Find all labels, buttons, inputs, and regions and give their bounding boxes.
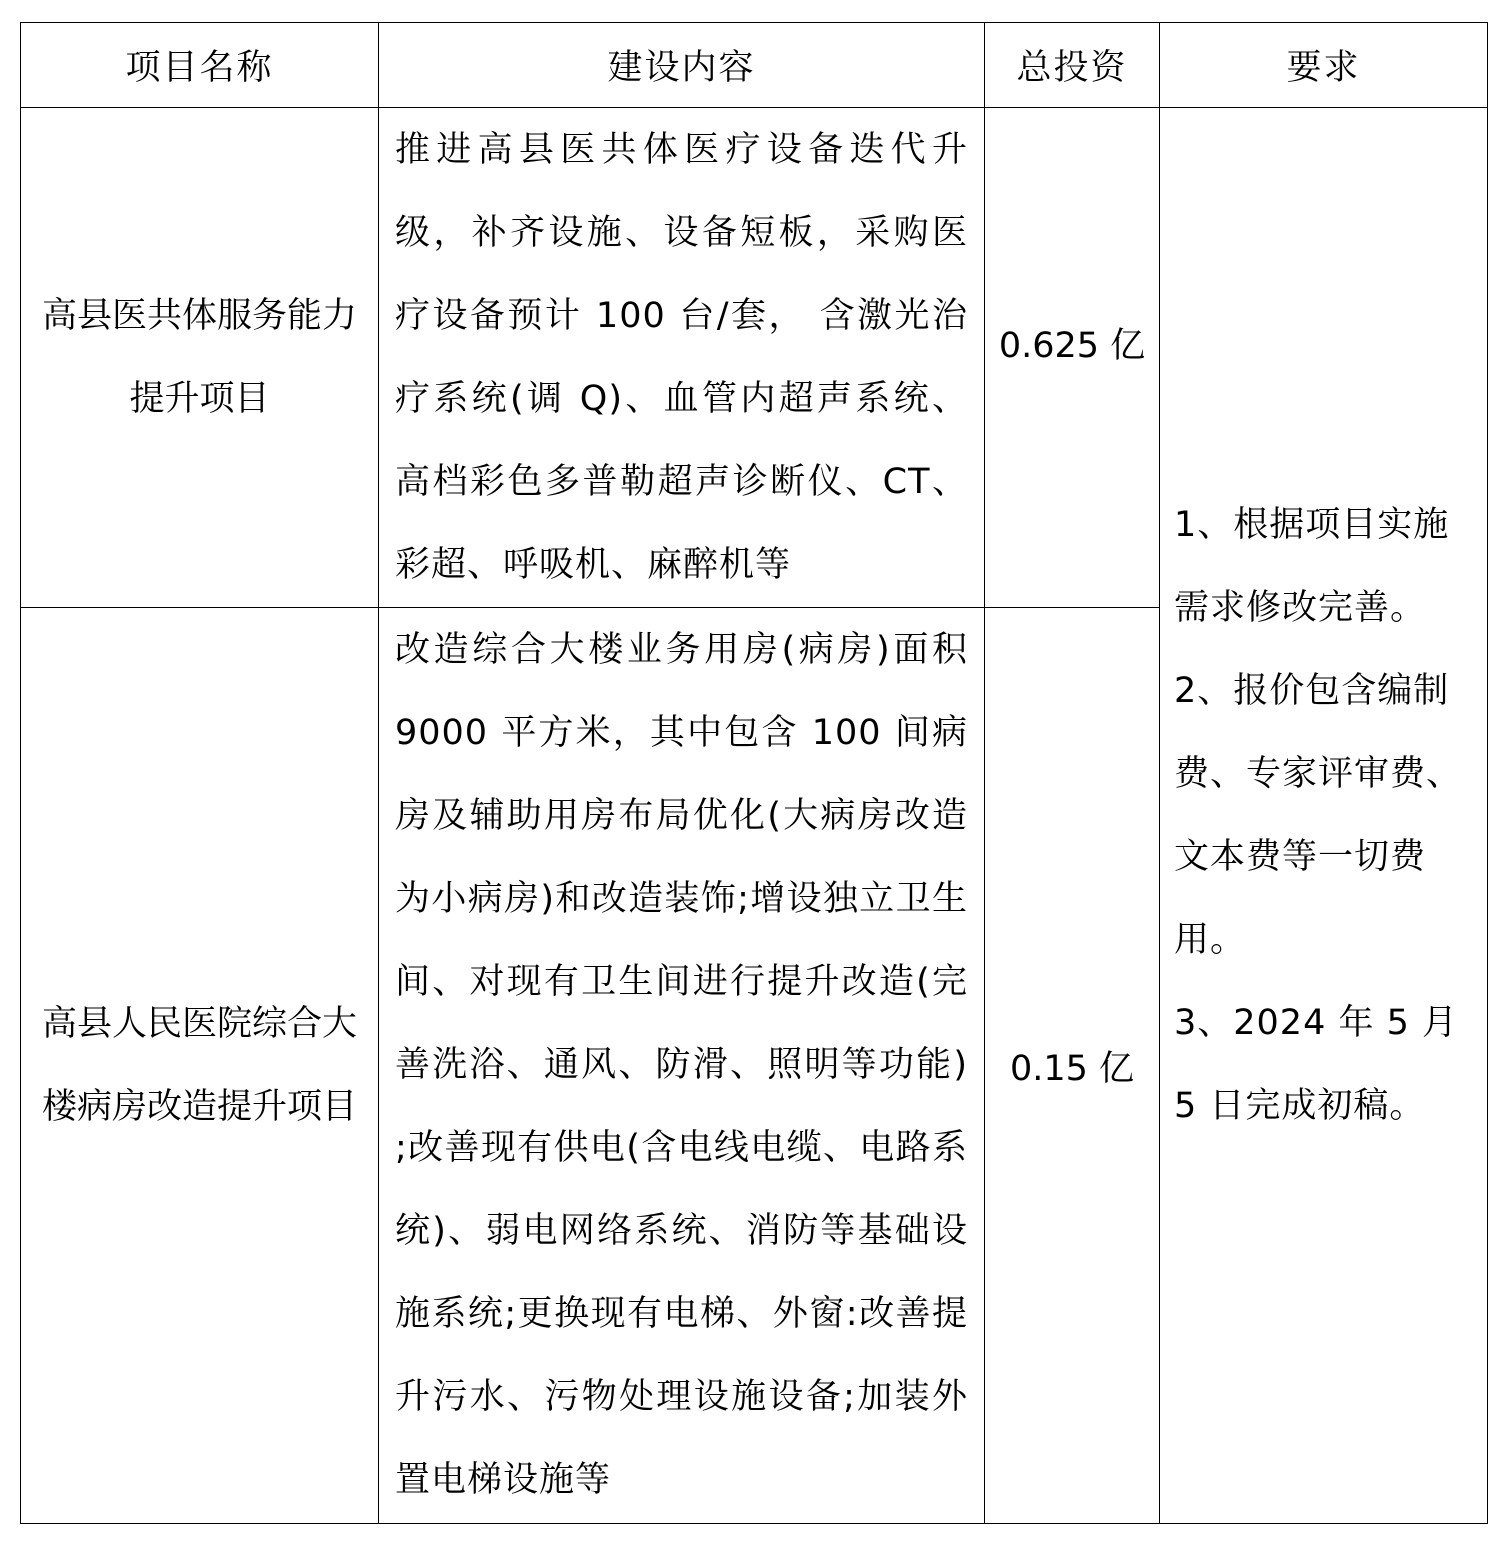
project-table	[20, 22, 1488, 1524]
total-investment-cell: 0.625 亿	[985, 108, 1160, 608]
header-construction-content: 建设内容	[379, 23, 985, 108]
requirement-item: 1、根据项目实施需求修改完善。	[1174, 504, 1450, 628]
header-project-name: 项目名称	[21, 23, 379, 108]
construction-content-cell: 推进高县医共体医疗设备迭代升级，补齐设施、设备短板，采购医疗设备预计 100 台/套， 含激光治疗系统(调 Q)、血管内超声系统、高档彩色多普勒超声诊断仪、CT、 彩超、呼吸机、麻醉机等	[379, 108, 985, 608]
construction-content-cell: 改造综合大楼业务用房(病房)面积 9000 平方米，其中包含 100 间病房及辅助用房布局优化(大病房改造为小病房)和改造装饰;增设独立卫生间、对现有卫生间进行提升改造(完善洗浴、通风、防滑、照明等功能) ;改善现有供电(含电线电缆、电路系统)、弱电网络系统、消防等基础设施系统;更换现有电梯、外窗:改善提升污水、污物处理设施设备;加装外置电梯设施等	[379, 608, 985, 1524]
table-row	[21, 108, 1488, 608]
project-name-cell: 高县医共体服务能力提升项目	[21, 108, 379, 608]
requirement-item: 2、报价包含编制费、专家评审费、文本费等一切费用。	[1174, 670, 1463, 960]
table-header-row	[21, 23, 1488, 108]
total-investment-cell: 0.15 亿	[985, 608, 1160, 1524]
header-total-investment: 总投资	[985, 23, 1160, 108]
project-name-cell: 高县人民医院综合大楼病房改造提升项目	[21, 608, 379, 1524]
requirement-cell	[1160, 108, 1488, 1524]
requirement-item: 3、2024 年 5 月 5 日完成初稿。	[1174, 1002, 1458, 1126]
header-requirement: 要求	[1160, 23, 1488, 108]
